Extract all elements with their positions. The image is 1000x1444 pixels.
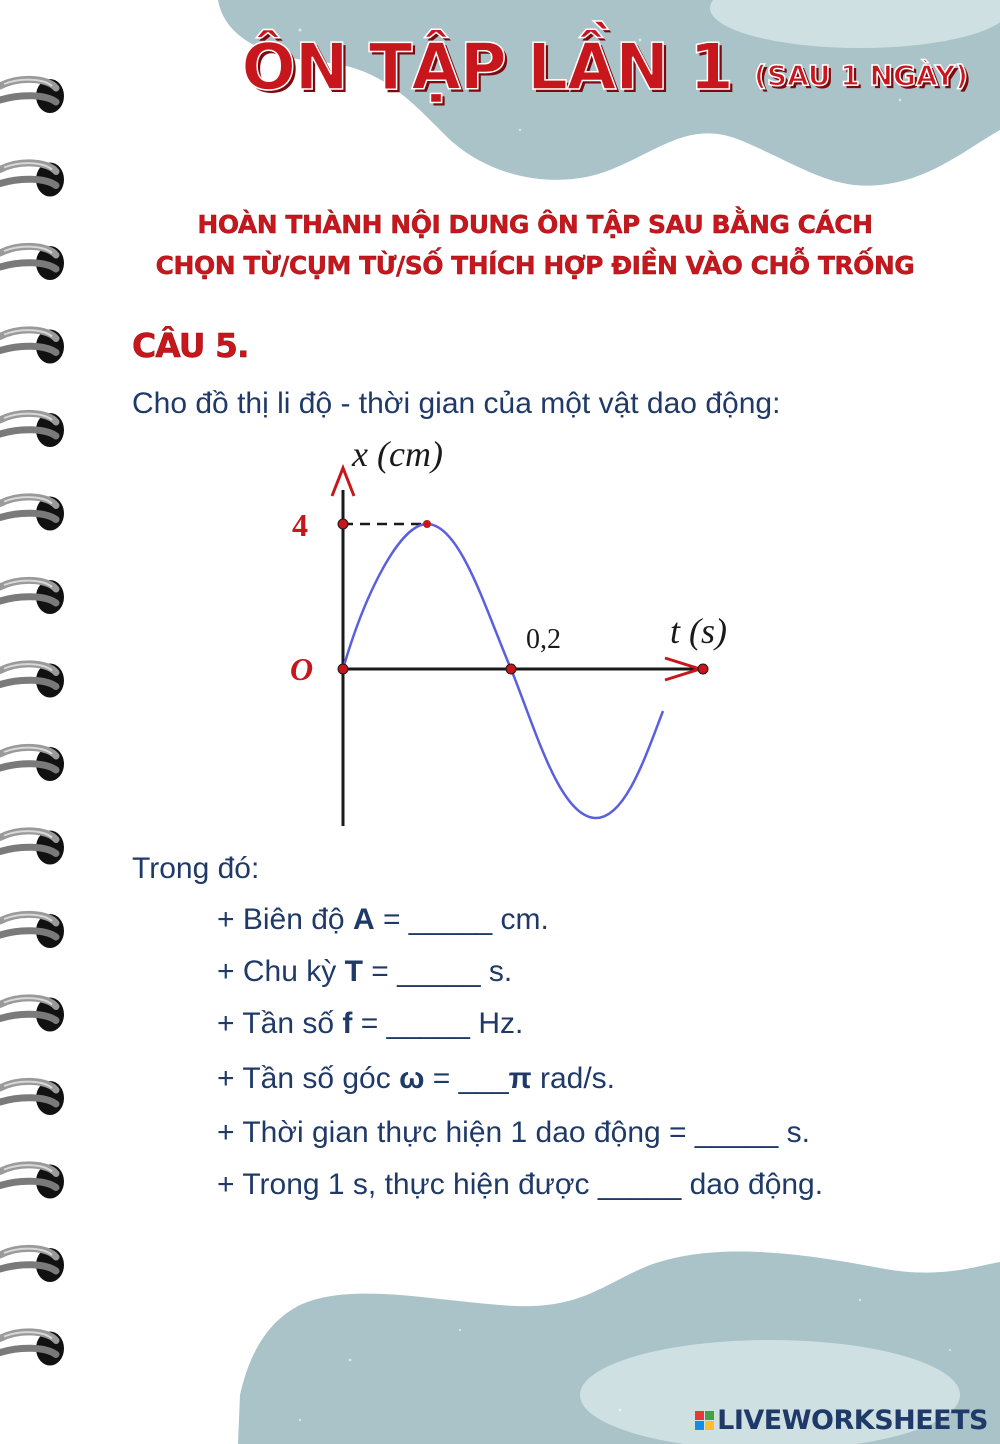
instruction-text	[110, 204, 960, 286]
binding-ring	[0, 1332, 64, 1366]
liveworksheets-logo	[695, 1405, 988, 1436]
binding-ring	[0, 664, 64, 698]
binding-ring	[0, 831, 64, 865]
question-label: CÂU 5.	[132, 326, 249, 365]
item-symbol: A	[352, 903, 375, 936]
item-symbol: f	[342, 1007, 353, 1040]
y-axis-label: x (cm)	[352, 434, 443, 474]
item-text: + Trong 1 s, thực hiện được _____ dao động.	[217, 1168, 824, 1201]
item-text: + Thời gian thực hiện 1 dao động = _____ s.	[217, 1116, 810, 1149]
list-item-amplitude	[217, 903, 549, 937]
amplitude-axis-point	[338, 519, 348, 529]
origin-label: O	[290, 651, 314, 687]
instruction-line-1: HOÀN THÀNH NỘI DUNG ÔN TẬP SAU BẰNG CÁCH	[197, 210, 873, 239]
title-main: ÔN TẬP LẦN 1	[241, 31, 733, 105]
displacement-time-graph	[270, 428, 750, 828]
binding-ring	[0, 246, 64, 280]
half-period-point	[506, 664, 516, 674]
y-tick-label: 4	[292, 507, 308, 543]
binding-ring	[0, 330, 64, 364]
binding-ring	[0, 413, 64, 447]
list-item-oscillation-time	[217, 1116, 810, 1150]
item-text: + Tần số góc	[217, 1062, 400, 1095]
x-tick-label: 0,2	[526, 624, 561, 655]
binding-ring	[0, 580, 64, 614]
page-title	[241, 31, 968, 105]
list-item-period	[217, 955, 512, 989]
item-text: = _____ cm.	[374, 903, 549, 936]
item-text: + Chu kỳ	[217, 955, 345, 988]
binding-ring	[0, 747, 64, 781]
body-intro: Trong đó:	[132, 852, 260, 885]
list-item-frequency	[217, 1007, 523, 1041]
list-item-oscillations-per-second	[217, 1168, 823, 1202]
spiral-binding	[0, 0, 80, 1444]
binding-ring	[0, 1165, 64, 1199]
item-text: = ___	[424, 1062, 509, 1095]
binding-ring	[0, 998, 64, 1032]
item-text: rad/s.	[531, 1062, 616, 1095]
oscillation-curve	[343, 524, 663, 818]
peak-point	[423, 520, 431, 528]
binding-ring	[0, 79, 64, 113]
item-text: + Tần số	[217, 1007, 343, 1040]
binding-ring	[0, 1248, 64, 1282]
item-symbol: T	[344, 955, 363, 988]
x-axis-end-point	[698, 664, 708, 674]
item-text: = _____ Hz.	[352, 1007, 524, 1040]
binding-ring	[0, 914, 64, 948]
list-item-angular-frequency	[217, 1062, 615, 1096]
title-subtitle: (SAU 1 NGÀY)	[754, 59, 968, 92]
brand-text: LIVEWORKSHEETS	[717, 1405, 988, 1436]
binding-ring	[0, 1081, 64, 1115]
item-text: + Biên độ	[217, 903, 353, 936]
item-symbol: ω	[399, 1062, 425, 1095]
x-axis-label: t (s)	[670, 611, 727, 651]
question-prompt: Cho đồ thị li độ - thời gian của một vật dao động:	[132, 387, 781, 420]
origin-point	[338, 664, 348, 674]
instruction-line-2: CHỌN TỪ/CỤM TỪ/SỐ THÍCH HỢP ĐIỀN VÀO CHỖ TRỐNG	[155, 251, 915, 280]
item-symbol: π	[508, 1062, 532, 1095]
liveworksheets-icon	[695, 1411, 714, 1430]
item-text: = _____ s.	[362, 955, 513, 988]
binding-ring	[0, 163, 64, 197]
binding-ring	[0, 497, 64, 531]
